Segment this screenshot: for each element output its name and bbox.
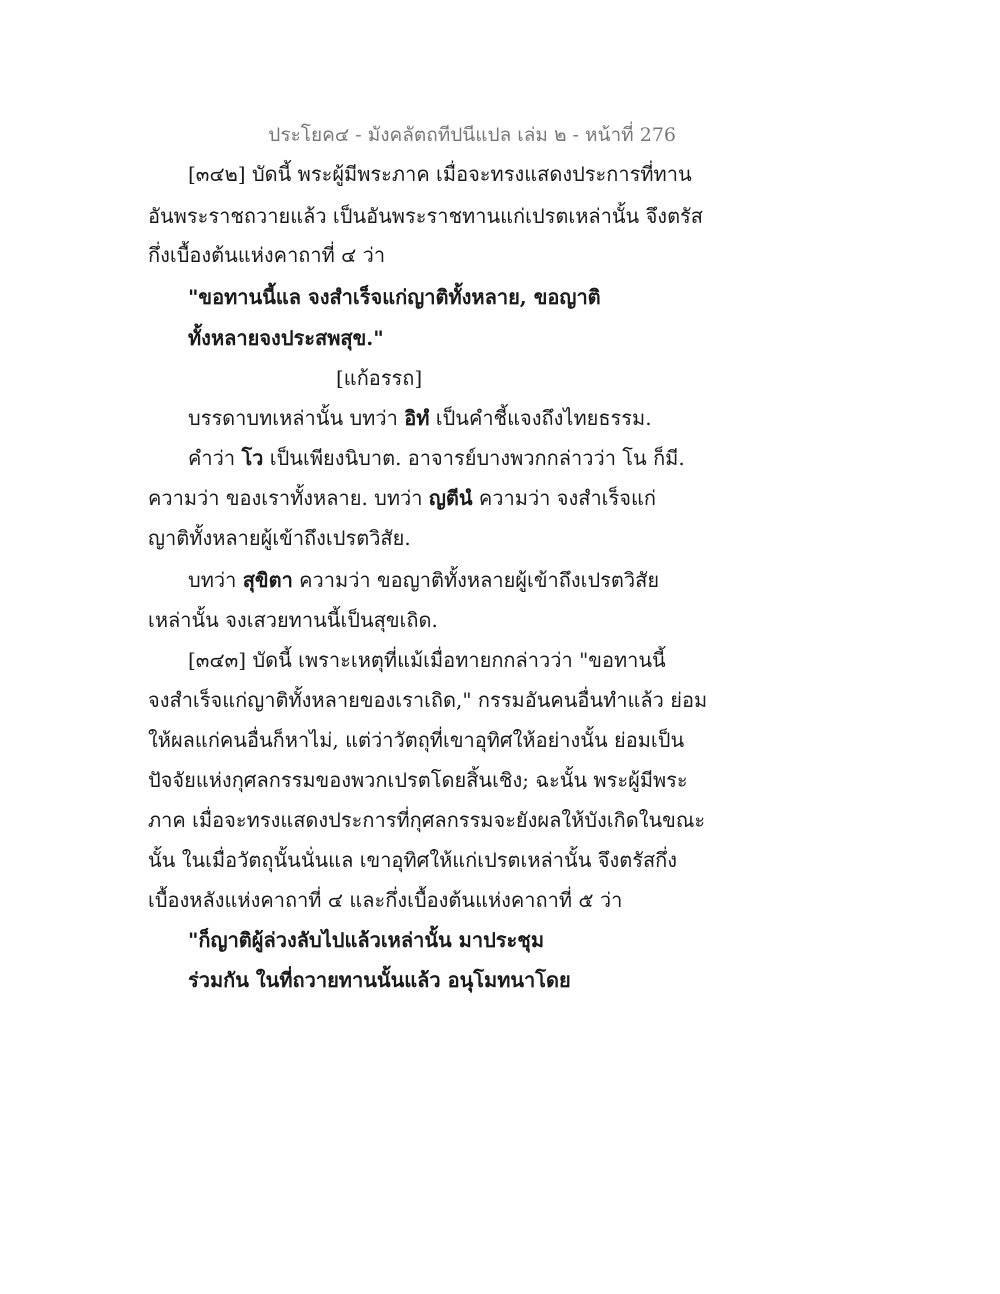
- paragraph-343-line-6: นั้น ในเมื่อวัตถุนั้นนั่นแล เขาอุทิศให้แก่เปรตเหล่านั้น จึงตรัสกึ่ง: [148, 848, 678, 872]
- text-segment: ความว่า ขอญาติทั้งหลายผู้เข้าถึงเปรตวิสัย: [292, 568, 660, 592]
- commentary-line-natinam: [148, 484, 656, 512]
- pali-term: ญตีนํ: [428, 486, 473, 510]
- pali-term: อิทํ: [404, 406, 430, 430]
- paragraph-343-line-3: ให้ผลแก่คนอื่นก็หาไม่, แต่ว่าวัตถุที่เขาอุทิศให้อย่างนั้น ย่อมเป็น: [148, 728, 685, 752]
- text-segment: ความว่า จงสำเร็จแก่: [472, 486, 656, 510]
- pali-term: สุขิตา: [242, 568, 293, 592]
- pali-term: โว: [241, 446, 264, 470]
- text-segment: บทว่า: [188, 568, 243, 592]
- text-segment: ความว่า ของเราทั้งหลาย. บทว่า: [148, 486, 429, 510]
- text-segment: เป็นคำชี้แจงถึงไทยธรรม.: [429, 406, 652, 430]
- paragraph-343-line-7: เบื้องหลังแห่งคาถาที่ ๔ และกึ่งเบื้องต้นแห่งคาถาที่ ๕ ว่า: [148, 888, 623, 912]
- paragraph-343-line-1: [๓๔๓] บัดนี้ เพราะเหตุที่แม้เมื่อทายกกล่าวว่า "ขอทานนี้: [188, 648, 666, 672]
- text-segment: คำว่า: [188, 446, 242, 470]
- commentary-line-continued: ญาติทั้งหลายผู้เข้าถึงเปรตวิสัย.: [148, 526, 411, 550]
- text-segment: เป็นเพียงนิบาต. อาจารย์บางพวกกล่าวว่า โน ก็มี.: [263, 446, 685, 470]
- commentary-line-sukhita: [188, 566, 659, 594]
- verse-1-line-1: "ขอทานนี้แล จงสำเร็จแก่ญาติทั้งหลาย, ขอญาติ: [188, 285, 601, 309]
- paragraph-343-line-4: ปัจจัยแห่งกุศลกรรมของพวกเปรตโดยสิ้นเชิง; ฉะนั้น พระผู้มีพระ: [148, 768, 688, 792]
- paragraph-342-line-2: อันพระราชถวายแล้ว เป็นอันพระราชทานแก่เปรตเหล่านั้น จึงตรัส: [148, 204, 703, 228]
- verse-2-line-1: "ก็ญาติผู้ล่วงลับไปแล้วเหล่านั้น มาประชุม: [188, 928, 545, 952]
- paragraph-342-line-1: [๓๔๒] บัดนี้ พระผู้มีพระภาค เมื่อจะทรงแสดงประการที่ทาน: [188, 162, 692, 186]
- text-segment: บรรดาบทเหล่านั้น บทว่า: [188, 406, 405, 430]
- commentary-line-idam: [188, 404, 652, 432]
- paragraph-343-line-5: ภาค เมื่อจะทรงแสดงประการที่กุศลกรรมจะยังผลให้บังเกิดในขณะ: [148, 808, 706, 832]
- paragraph-343-line-2: จงสำเร็จแก่ญาติทั้งหลายของเราเถิด," กรรมอันคนอื่นทำแล้ว ย่อม: [148, 688, 708, 712]
- commentary-line-continued: เหล่านั้น จงเสวยทานนี้เป็นสุขเถิด.: [148, 608, 438, 632]
- running-head: ประโยค๔ - มังคลัตถทีปนีแปล เล่ม ๒ - หน้าที่ 276: [268, 124, 676, 146]
- verse-1-line-2: ทั้งหลายจงประสพสุข.": [188, 326, 384, 350]
- verse-1-reference: [แก้อรรถ]: [336, 366, 423, 390]
- paragraph-342-line-3: กึ่งเบื้องต้นแห่งคาถาที่ ๔ ว่า: [148, 243, 386, 267]
- verse-2-line-2: ร่วมกัน ในที่ถวายทานนั้นแล้ว อนุโมทนาโดย: [188, 968, 571, 992]
- commentary-line-vo: [188, 444, 685, 472]
